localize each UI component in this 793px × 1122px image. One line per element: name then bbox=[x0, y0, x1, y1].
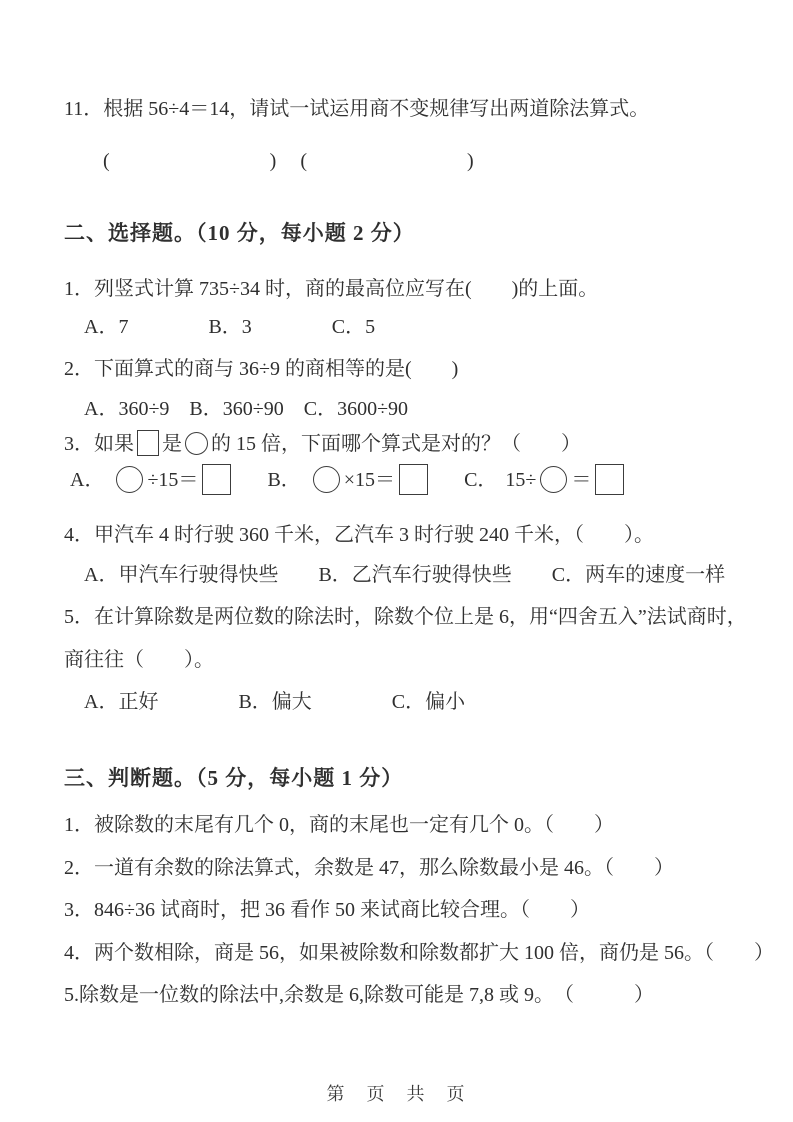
square-shape bbox=[202, 464, 231, 495]
option-a-label: A． bbox=[70, 468, 105, 491]
option-c-label: C． bbox=[464, 468, 498, 491]
section-judge-title: 三、判断题。（5 分，每小题 1 分） bbox=[64, 766, 404, 790]
section-choice-title: 二、选择题。（10 分，每小题 2 分） bbox=[64, 221, 415, 245]
choice-q2-options: A．360÷9 B．360÷90 C．3600÷90 bbox=[84, 398, 409, 420]
judge-q2-text: 2．一道有余数的除法算式，余数是 47，那么除数最小是 46。（ ） bbox=[64, 857, 674, 879]
choice-q4-options: A．甲汽车行驶得快些 B．乙汽车行驶得快些 C．两车的速度一样 bbox=[84, 564, 726, 586]
choice-q1-text: 1．列竖式计算 735÷34 时，商的最高位应写在( )的上面。 bbox=[64, 278, 599, 300]
option-a-operator-text: ÷15＝ bbox=[147, 468, 199, 491]
choice-q5-text-line1: 5．在计算除数是两位数的除法时，除数个位上是 6，用“四舍五入”法试商时， bbox=[64, 606, 747, 628]
page-footer: 第 页 共 页 bbox=[326, 1084, 467, 1104]
choice-q5-text-line2: 商往往（ ）。 bbox=[64, 649, 214, 671]
circle-shape bbox=[313, 466, 340, 493]
circle-shape bbox=[185, 432, 208, 455]
choice-q4-text: 4．甲汽车 4 时行驶 360 千米，乙汽车 3 时行驶 240 千米，（ ）。 bbox=[64, 524, 654, 546]
option-b-label: B． bbox=[267, 468, 301, 491]
choice-q3-option-c bbox=[464, 464, 628, 495]
option-c-pre-text: 15÷ bbox=[505, 468, 537, 491]
choice-q2-text: 2．下面算式的商与 36÷9 的商相等的是( ) bbox=[64, 358, 459, 380]
option-c-operator-text: ＝ bbox=[571, 468, 592, 491]
circle-shape bbox=[540, 466, 567, 493]
answer-blank-1: ( ) bbox=[103, 150, 277, 172]
square-shape bbox=[137, 430, 159, 456]
square-shape bbox=[399, 464, 428, 495]
choice-q3-options bbox=[70, 464, 628, 495]
judge-q4-text: 4．两个数相除，商是 56，如果被除数和除数都扩大 100 倍，商仍是 56。（ ） bbox=[64, 942, 774, 964]
choice-q5-options: A．正好 B．偏大 C．偏小 bbox=[84, 691, 466, 713]
choice-q3-text-part2: 是 bbox=[162, 433, 182, 455]
judge-q5-text: 5.除数是一位数的除法中,余数是 6,除数可能是 7,8 或 9。 （ ） bbox=[64, 984, 654, 1006]
question-11-answer-blanks bbox=[103, 147, 474, 175]
choice-q3-option-a bbox=[70, 464, 235, 495]
choice-q1-options: A．7 B．3 C．5 bbox=[84, 316, 376, 338]
choice-q3-option-b bbox=[267, 464, 432, 495]
question-11-text: 11．根据 56÷4＝14，请试一试运用商不变规律写出两道除法算式。 bbox=[64, 98, 650, 120]
choice-q3-text-part1: 3．如果 bbox=[64, 433, 134, 455]
judge-q3-text: 3．846÷36 试商时，把 36 看作 50 来试商比较合理。（ ） bbox=[64, 899, 590, 921]
square-shape bbox=[595, 464, 624, 495]
option-b-operator-text: ×15＝ bbox=[343, 468, 396, 491]
choice-q3-text-part3: 的 15 倍，下面哪个算式是对的？（ ） bbox=[211, 433, 581, 455]
circle-shape bbox=[116, 466, 143, 493]
answer-blank-2: ( ) bbox=[300, 150, 474, 172]
choice-q3-text bbox=[64, 430, 581, 458]
judge-q1-text: 1．被除数的末尾有几个 0，商的末尾也一定有几个 0。（ ） bbox=[64, 814, 614, 836]
